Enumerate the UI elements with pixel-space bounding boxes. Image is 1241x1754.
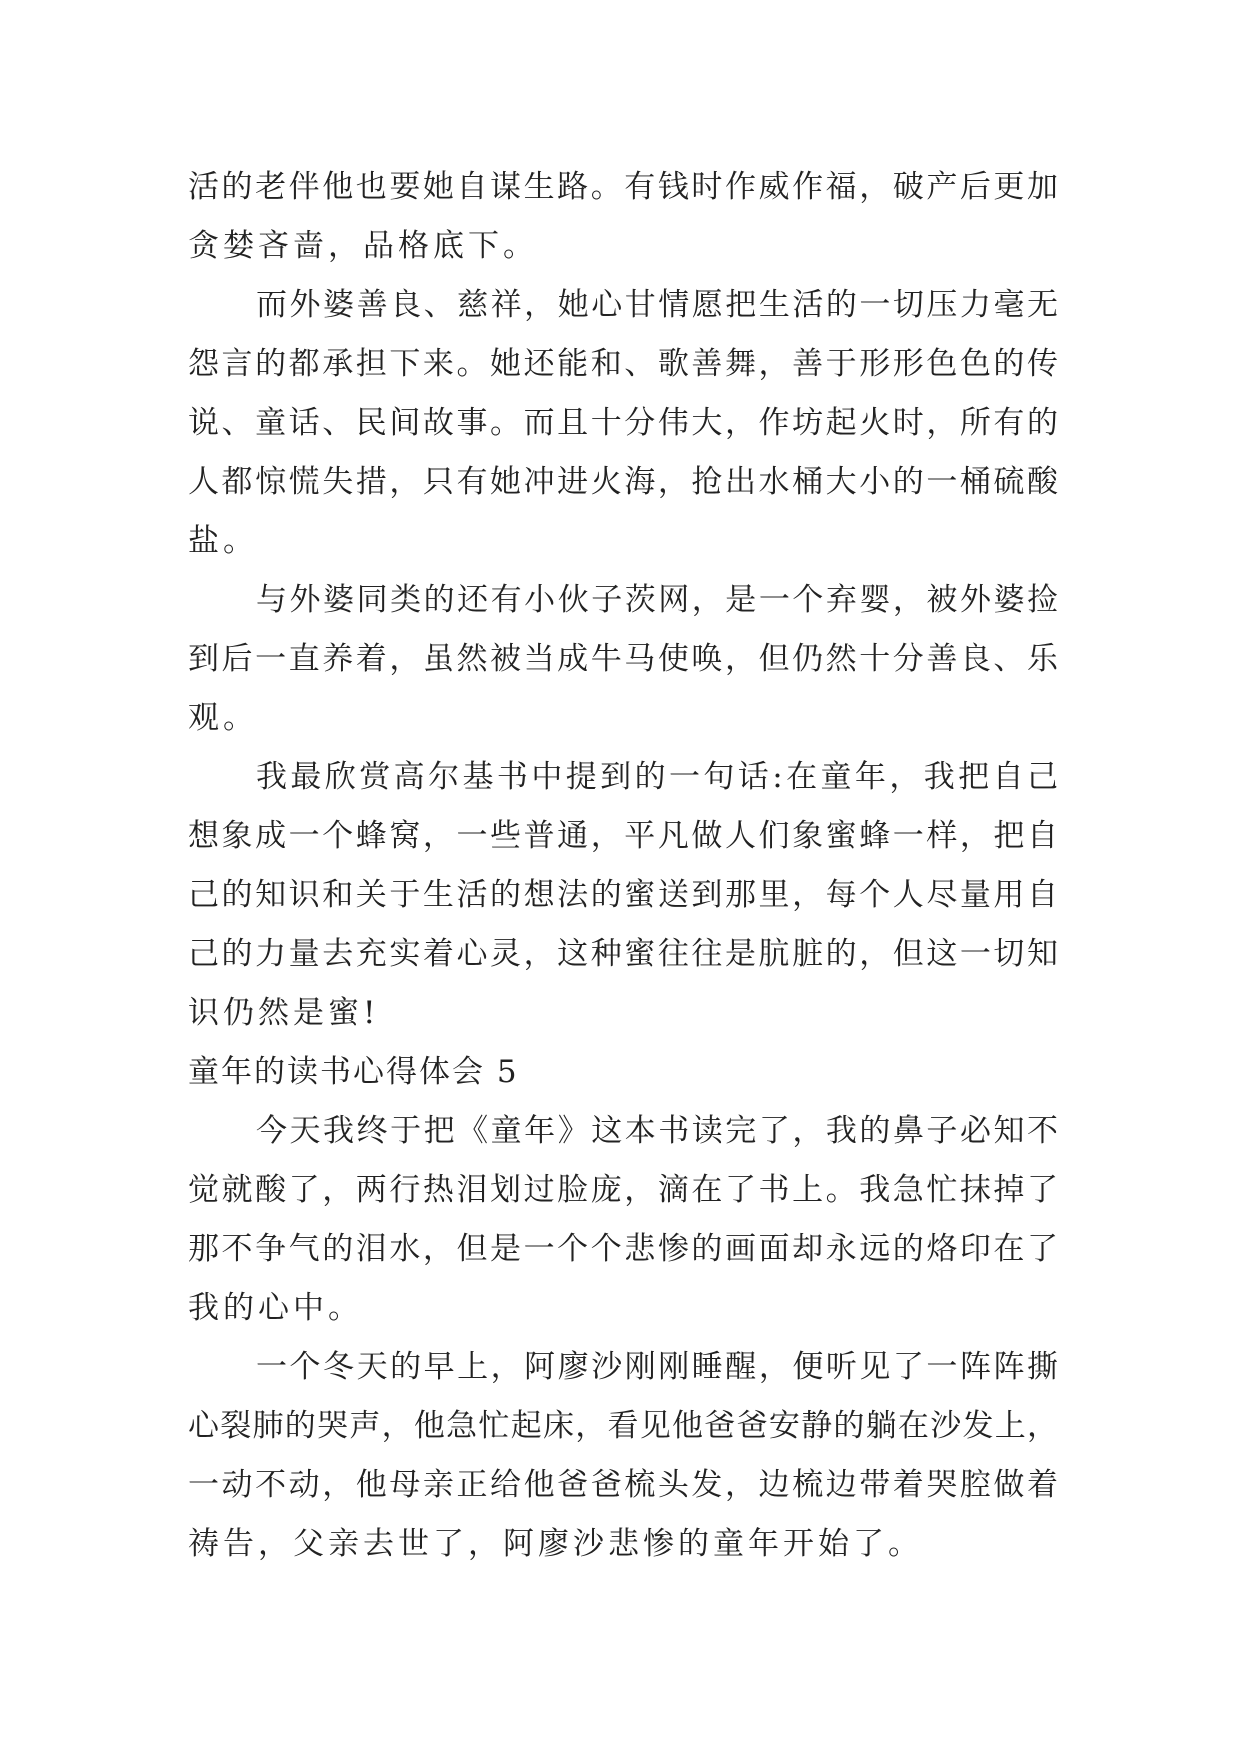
text-line: 人都惊慌失措，只有她冲进火海，抢出水桶大小的一桶硫酸: [188, 464, 1058, 500]
text-line: 观。: [188, 700, 258, 736]
text-line: 活的老伴他也要她自谋生路。有钱时作威作福，破产后更加: [188, 169, 1058, 205]
text-line: 我的心中。: [188, 1290, 363, 1326]
text-line: 怨言的都承担下来。她还能和、歌善舞，善于形形色色的传: [188, 346, 1058, 382]
text-line: 说、童话、民间故事。而且十分伟大，作坊起火时，所有的: [188, 405, 1058, 441]
paragraph-first-line: 今天我终于把《童年》这本书读完了，我的鼻子必知不: [256, 1113, 1058, 1149]
text-line: 己的知识和关于生活的想法的蜜送到那里，每个人尽量用自: [188, 877, 1058, 913]
document-body: [188, 158, 1058, 1574]
text-line: 识仍然是蜜!: [188, 995, 380, 1031]
text-line: 一动不动，他母亲正给他爸爸梳头发，边梳边带着哭腔做着: [188, 1467, 1058, 1503]
text-line: 盐。: [188, 523, 258, 559]
text-line: 到后一直养着，虽然被当成牛马使唤，但仍然十分善良、乐: [188, 641, 1058, 677]
text-line: 心裂肺的哭声，他急忙起床，看见他爸爸安静的躺在沙发上，: [188, 1408, 1058, 1444]
paragraph-first-line: 我最欣赏高尔基书中提到的一句话:在童年，我把自己: [256, 759, 1058, 795]
text-line: 祷告，父亲去世了，阿廖沙悲惨的童年开始了。: [188, 1526, 923, 1562]
text-line: 己的力量去充实着心灵，这种蜜往往是肮脏的，但这一切知: [188, 936, 1058, 972]
text-line: 想象成一个蜂窝，一些普通，平凡做人们象蜜蜂一样，把自: [188, 818, 1058, 854]
paragraph-first-line: 与外婆同类的还有小伙子茨网，是一个弃婴，被外婆捡: [256, 582, 1058, 618]
paragraph-first-line: 而外婆善良、慈祥，她心甘情愿把生活的一切压力毫无: [256, 287, 1058, 323]
section-heading: 童年的读书心得体会 5: [188, 1054, 519, 1090]
paragraph-first-line: 一个冬天的早上，阿廖沙刚刚睡醒，便听见了一阵阵撕: [256, 1349, 1058, 1385]
text-line: 那不争气的泪水，但是一个个悲惨的画面却永远的烙印在了: [188, 1231, 1058, 1267]
text-line: 觉就酸了，两行热泪划过脸庞，滴在了书上。我急忙抹掉了: [188, 1172, 1058, 1208]
text-line: 贪婪吝啬，品格底下。: [188, 228, 538, 264]
